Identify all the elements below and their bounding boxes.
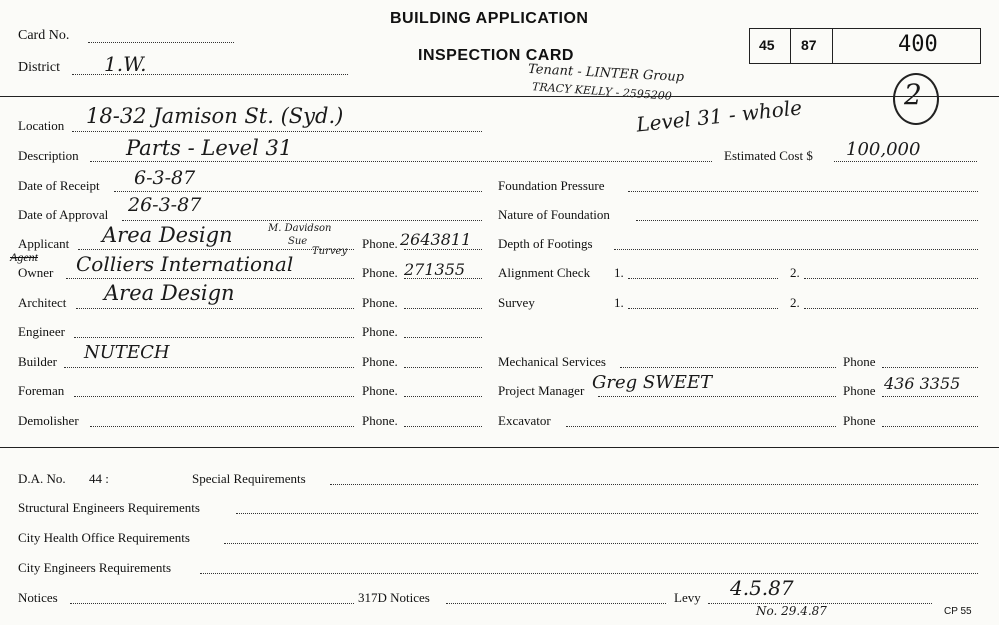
survey-line1 xyxy=(628,308,778,309)
contact-note: TRACY KELLY - 2595200 xyxy=(531,80,673,103)
owner-line xyxy=(66,278,354,279)
excavator-label: Excavator xyxy=(498,413,551,428)
mechanical-line xyxy=(620,367,836,368)
notices-317-label: 317D Notices xyxy=(358,590,430,605)
builder-value: NUTECH xyxy=(84,342,170,363)
notices-line xyxy=(70,603,354,604)
date-receipt-line xyxy=(114,191,482,192)
phone-label-architect: Phone. xyxy=(362,295,398,310)
description-value: Parts - Level 31 xyxy=(126,136,293,160)
box-year-prefix: 45 xyxy=(759,37,775,53)
header-rule xyxy=(0,96,999,97)
applicant-label: Applicant xyxy=(18,236,70,251)
circled-number: 2 xyxy=(904,78,922,111)
city-engineers-label: City Engineers Requirements xyxy=(18,560,172,575)
phone-line xyxy=(404,308,482,309)
applicant-note: M. Davidson xyxy=(268,223,332,234)
special-requirements-label: Special Requirements xyxy=(192,471,306,486)
nature-foundation-line xyxy=(636,220,978,221)
phone-line xyxy=(404,249,482,250)
health-label: City Health Office Requirements xyxy=(18,530,190,545)
special-line xyxy=(330,484,978,485)
card-no-label: Card No. xyxy=(18,28,70,43)
location-value: 18-32 Jamison St. (Syd.) xyxy=(86,104,344,128)
phone-line xyxy=(882,367,978,368)
depth-footings-label: Depth of Footings xyxy=(498,236,593,251)
box-divider xyxy=(790,28,791,64)
demolisher-line xyxy=(90,426,354,427)
alignment-line1 xyxy=(628,278,778,279)
location-label: Location xyxy=(18,118,65,133)
alignment-num1: 1. xyxy=(614,265,624,280)
da-no-value: 44 : xyxy=(89,471,109,486)
phone-line xyxy=(404,396,482,397)
phone-label-foreman: Phone. xyxy=(362,383,398,398)
architect-label: Architect xyxy=(18,295,67,310)
structural-label: Structural Engineers Requirements xyxy=(18,500,200,515)
alignment-num2: 2. xyxy=(790,265,800,280)
phone-line xyxy=(882,426,978,427)
survey-num2: 2. xyxy=(790,295,800,310)
foundation-pressure-label: Foundation Pressure xyxy=(498,178,605,193)
date-approval-value: 26-3-87 xyxy=(128,194,202,216)
nature-foundation-label: Nature of Foundation xyxy=(498,207,610,222)
applicant-value: Area Design xyxy=(102,223,233,247)
alignment-check-label: Alignment Check xyxy=(498,265,591,280)
phone-pm-value: 436 3355 xyxy=(884,374,961,393)
box-card-number: 400 xyxy=(898,32,938,57)
phone-line xyxy=(404,337,482,338)
da-no-label: D.A. No. xyxy=(18,471,66,486)
levy-note: No. 29.4.87 xyxy=(756,604,827,618)
estimated-cost-label: Estimated Cost $ xyxy=(724,148,813,163)
box-divider xyxy=(832,28,833,64)
survey-label: Survey xyxy=(498,295,535,310)
engineer-label: Engineer xyxy=(18,324,65,339)
foreman-line xyxy=(74,396,354,397)
engineer-line xyxy=(74,337,354,338)
survey-line2 xyxy=(804,308,978,309)
phone-applicant-value: 2643811 xyxy=(400,230,472,249)
notices-317-line xyxy=(446,603,666,604)
applicant-note-2: Sue xyxy=(288,236,308,247)
date-receipt-label: Date of Receipt xyxy=(18,178,100,193)
date-approval-line xyxy=(122,220,482,221)
phone-label-mechanical: Phone xyxy=(843,354,876,369)
health-line xyxy=(224,543,978,544)
levy-value: 4.5.87 xyxy=(730,576,794,600)
district-label: District xyxy=(18,60,60,75)
phone-label-excavator: Phone xyxy=(843,413,876,428)
structural-line xyxy=(236,513,978,514)
builder-line xyxy=(64,367,354,368)
description-line xyxy=(90,161,712,162)
levy-label: Levy xyxy=(674,590,701,605)
architect-line xyxy=(76,308,354,309)
project-manager-value: Greg SWEET xyxy=(592,372,712,393)
phone-owner-value: 271355 xyxy=(404,260,466,279)
foreman-label: Foreman xyxy=(18,383,65,398)
box-year: 87 xyxy=(801,37,817,53)
phone-label-demolisher: Phone. xyxy=(362,413,398,428)
cost-line xyxy=(834,161,977,162)
tenant-note: Tenant - LINTER Group xyxy=(527,61,685,86)
section-rule xyxy=(0,447,999,448)
description-label: Description xyxy=(18,148,79,163)
location-extra: Level 31 - whole xyxy=(635,95,804,137)
title-line1: BUILDING APPLICATION xyxy=(390,10,589,27)
owner-value: Colliers International xyxy=(76,252,294,276)
phone-label-pm: Phone xyxy=(843,383,876,398)
city-engineers-line xyxy=(200,573,978,574)
foundation-pressure-line xyxy=(628,191,978,192)
phone-line xyxy=(882,396,978,397)
phone-line xyxy=(404,367,482,368)
excavator-line xyxy=(566,426,836,427)
project-manager-line xyxy=(598,396,836,397)
location-line xyxy=(72,131,482,132)
owner-note: Turvey xyxy=(312,246,348,257)
phone-label-applicant: Phone. xyxy=(362,236,398,251)
owner-label: Owner xyxy=(18,265,54,280)
date-receipt-value: 6-3-87 xyxy=(134,167,196,189)
depth-footings-line xyxy=(614,249,978,250)
estimated-cost-value: 100,000 xyxy=(846,139,921,160)
alignment-line2 xyxy=(804,278,978,279)
agent-label: Agent xyxy=(10,250,38,264)
mechanical-label: Mechanical Services xyxy=(498,354,606,369)
demolisher-label: Demolisher xyxy=(18,413,79,428)
card-number-box xyxy=(749,28,981,64)
phone-line xyxy=(404,426,482,427)
phone-label-owner: Phone. xyxy=(362,265,398,280)
architect-value: Area Design xyxy=(104,281,235,305)
notices-label: Notices xyxy=(18,590,58,605)
survey-num1: 1. xyxy=(614,295,624,310)
project-manager-label: Project Manager xyxy=(498,383,585,398)
builder-label: Builder xyxy=(18,354,57,369)
phone-label-builder: Phone. xyxy=(362,354,398,369)
district-value: 1.W. xyxy=(104,52,147,76)
card-no-line xyxy=(88,42,234,43)
title-line2: INSPECTION CARD xyxy=(418,47,574,64)
date-approval-label: Date of Approval xyxy=(18,207,109,222)
form-code: CP 55 xyxy=(944,606,972,617)
phone-label-engineer: Phone. xyxy=(362,324,398,339)
